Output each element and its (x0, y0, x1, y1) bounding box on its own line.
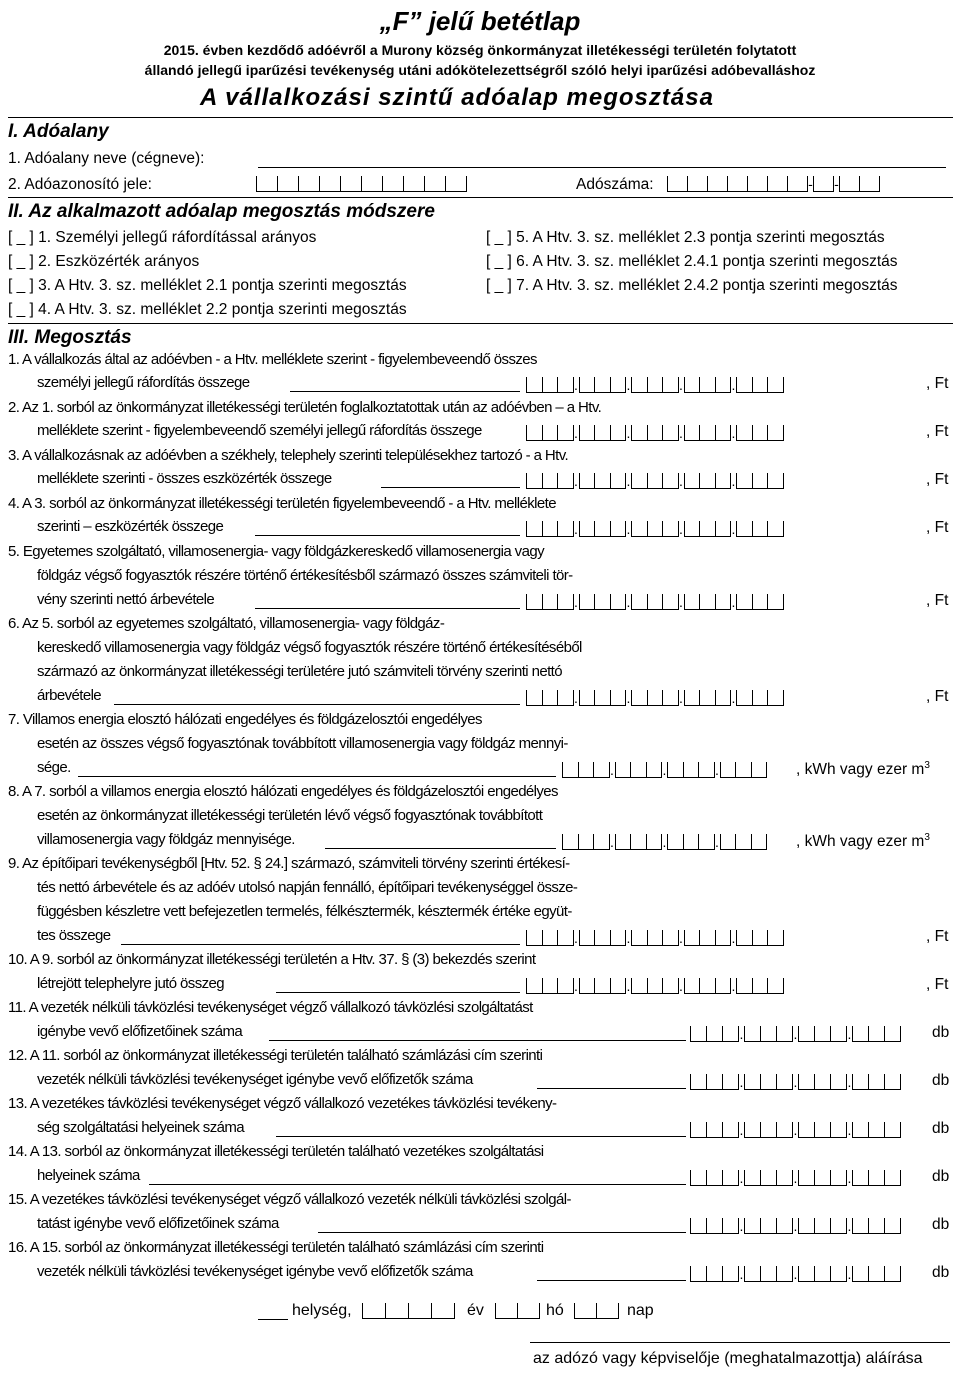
name-label: 1. Adóalany neve (cégneve): (8, 150, 205, 167)
item-1-text: személyi jellegű ráfordítás összege (37, 374, 250, 391)
item-6-text: származó az önkormányzat illetékességi területére jutó számviteli törvény szerinti nettó (37, 663, 562, 680)
method-option-7[interactable]: [ _ ] 7. A Htv. 3. sz. melléklet 2.4.2 pontja szerinti megosztás (486, 277, 898, 294)
item-14-unit-db: db (932, 1168, 950, 1185)
item-15-amount-field[interactable]: . . . (690, 1216, 901, 1234)
item-6-text: árbevétele (37, 687, 102, 704)
item-3-text: melléklete szerinti - összes eszközérték összege (37, 470, 332, 487)
item-2-text: melléklete szerint - figyelembeveendő személyi jellegű ráfordítás összege (37, 422, 482, 439)
item-9-text: tes összege (37, 927, 111, 944)
item-13-text: 13. A vezetékes távközlési tevékenységet végző vállalkozó vezetékes távközlési tevékeny- (8, 1095, 557, 1112)
item-7-text: 7. Villamos energia elosztó hálózati engedélyes és földgázelosztói engedélyes (8, 711, 482, 728)
tax-number-field[interactable]: - - (667, 174, 880, 192)
item-12-text: 12. A 11. sorból az önkormányzat illetékességi területén található számlázási cím szerinti (8, 1047, 543, 1064)
month-field[interactable] (495, 1301, 540, 1319)
item-15-leader-line (318, 1232, 686, 1233)
item-16-text: vezeték nélküli távközlési tevékenységet igénybe vevő előfizetők száma (37, 1263, 473, 1280)
item-9-amount-field[interactable]: . . . . (526, 928, 784, 946)
section-1-title: I. Adóalany (8, 121, 109, 142)
item-3-text: 3. A vállalkozásnak az adóévben a székhely, telephely szerinti településekhez tartozó - a Htv. (8, 447, 569, 464)
item-1-amount-field[interactable]: . . . . (526, 375, 784, 393)
unit-kwh-text: , kWh vagy ezer m (796, 833, 925, 851)
item-11-text: igénybe vevő előfizetőinek száma (37, 1023, 243, 1040)
item-14-leader-line (149, 1184, 686, 1185)
item-9-text: függésben készletre vett befejezetlen termelés, félkésztermék, késztermék értéke együt- (37, 903, 572, 920)
item-1-text: 1. A vállalkozás által az adóévben - a Htv. melléklete szerint - figyelembeveendő összes (8, 351, 537, 368)
item-6-text: 6. Az 5. sorból az egyetemes szolgáltató, villamosenergia- vagy földgáz- (8, 615, 445, 632)
item-2-amount-field[interactable]: . . . . (526, 423, 784, 441)
form-title: „F” jelű betétlap (379, 6, 581, 36)
item-10-text: 10. A 9. sorból az önkormányzat illetékességi területén a Htv. 37. § (3) bekezdés szerint (8, 951, 536, 968)
item-7-leader-line (78, 776, 556, 777)
method-option-3[interactable]: [ _ ] 3. A Htv. 3. sz. melléklet 2.1 pontja szerinti megosztás (8, 277, 407, 294)
item-16-amount-field[interactable]: . . . (690, 1264, 901, 1282)
item-6-leader-line (114, 704, 521, 705)
item-9-text: tés nettó árbevétele és az adóév utolsó napján fennálló, építőipari tevékenységgel össze- (37, 879, 578, 896)
item-9-leader-line (121, 944, 520, 945)
item-5-unit-ft: , Ft (926, 592, 949, 609)
method-option-5[interactable]: [ _ ] 5. A Htv. 3. sz. melléklet 2.3 pontja szerinti megosztás (486, 229, 885, 246)
divider (8, 117, 953, 118)
item-1-leader-line (290, 391, 520, 392)
item-4-text: szerinti – eszközérték összege (37, 518, 224, 535)
item-5-text: vény szerinti nettó árbevétele (37, 591, 215, 608)
year-field[interactable] (362, 1301, 455, 1319)
item-10-text: létrejött telephelyre jutó összeg (37, 975, 224, 992)
item-5-text: 5. Egyetemes szolgáltató, villamosenergia- vagy földgázkereskedő villamosenergia vagy (8, 543, 544, 560)
item-10-leader-line (276, 992, 520, 993)
item-5-text: földgáz végső fogyasztók részére történő értékesítésből származó összes számviteli tör- (37, 567, 573, 584)
item-1-unit-ft: , Ft (926, 375, 949, 392)
divider (8, 197, 953, 198)
item-14-text: helyeinek száma (37, 1167, 140, 1184)
item-6-unit-ft: , Ft (926, 688, 949, 705)
item-2-unit-ft: , Ft (926, 423, 949, 440)
item-13-amount-field[interactable]: . . . (690, 1120, 901, 1138)
item-7-text: sége. (37, 759, 71, 776)
tax-id-label: 2. Adóazonosító jele: (8, 176, 152, 193)
item-10-amount-field[interactable]: . . . . (526, 976, 784, 994)
item-2-text: 2. Az 1. sorból az önkormányzat illetékességi területén foglalkoztatottak után az adóévben – a Htv. (8, 399, 602, 416)
item-8-unit-kwh (796, 832, 930, 851)
day-field[interactable] (574, 1301, 619, 1319)
item-15-text: 15. A vezetékes távközlési tevékenységet végző vállalkozó vezeték nélküli távközlési szolgál- (8, 1191, 571, 1208)
item-10-unit-ft: , Ft (926, 976, 949, 993)
item-5-leader-line (255, 608, 521, 609)
form-subtitle-line2: állandó jellegű iparűzési tevékenység utáni adókötelezettségről szóló helyi iparűzési adóbevalláshoz (144, 62, 816, 78)
item-12-amount-field[interactable]: . . . (690, 1072, 901, 1090)
item-8-text: esetén az önkormányzat illetékességi területén lévő végső fogyasztónak továbbított (37, 807, 543, 824)
item-12-unit-db: db (932, 1072, 950, 1089)
divider (8, 323, 953, 324)
method-option-4[interactable]: [ _ ] 4. A Htv. 3. sz. melléklet 2.2 pontja szerinti megosztás (8, 301, 407, 318)
tax-id-field[interactable] (256, 174, 467, 192)
item-12-text: vezeték nélküli távközlési tevékenységet igénybe vevő előfizetők száma (37, 1071, 473, 1088)
item-16-leader-line (537, 1280, 687, 1281)
day-label: nap (627, 1302, 654, 1319)
tax-number-label: Adószáma: (576, 176, 654, 193)
item-4-text: 4. A 3. sorból az önkormányzat illetékességi területén figyelembeveendő - a Htv. melléklete (8, 495, 556, 512)
item-11-unit-db: db (932, 1024, 950, 1041)
item-14-amount-field[interactable]: . . . (690, 1168, 901, 1186)
item-13-leader-line (276, 1136, 686, 1137)
method-option-1[interactable]: [ _ ] 1. Személyi jellegű ráfordítással arányos (8, 229, 317, 246)
item-15-unit-db: db (932, 1216, 950, 1233)
item-6-text: kereskedő villamosenergia vagy földgáz végső fogyasztók részére történő értékesítéséből (37, 639, 582, 656)
item-12-leader-line (537, 1088, 687, 1089)
item-8-text: villamosenergia vagy földgáz mennyisége. (37, 831, 295, 848)
item-8-amount-field[interactable]: . . . (562, 832, 767, 850)
item-8-leader-line (325, 848, 556, 849)
item-16-text: 16. A 15. sorból az önkormányzat illetékességi területén található számlázási cím szerinti (8, 1239, 544, 1256)
section-2-title: II. Az alkalmazott adóalap megosztás módszere (8, 201, 435, 222)
unit-superscript: 3 (924, 832, 930, 843)
item-7-text: esetén az összes végső fogyasztónak továbbított villamosenergia vagy földgáz mennyi- (37, 735, 568, 752)
item-9-unit-ft: , Ft (926, 928, 949, 945)
item-4-leader-line (255, 535, 521, 536)
item-5-amount-field[interactable]: . . . . (526, 592, 784, 610)
item-13-unit-db: db (932, 1120, 950, 1137)
year-label: év (467, 1302, 484, 1319)
item-11-amount-field[interactable]: . . . (690, 1024, 901, 1042)
method-option-6[interactable]: [ _ ] 6. A Htv. 3. sz. melléklet 2.4.1 pontja szerinti megosztás (486, 253, 898, 270)
item-7-amount-field[interactable]: . . . (562, 760, 767, 778)
form-subtitle-line1: 2015. évben kezdődő adóévről a Murony község önkormányzat illetékességi területén folytatott (163, 42, 797, 58)
item-7-unit-kwh (796, 760, 930, 779)
signature-line[interactable] (530, 1342, 950, 1343)
item-3-amount-field[interactable]: . . . . (526, 471, 784, 489)
month-label: hó (546, 1302, 564, 1319)
item-8-text: 8. A 7. sorból a villamos energia elosztó hálózati engedélyes és földgázelosztói engedélyes (8, 783, 558, 800)
method-option-2[interactable]: [ _ ] 2. Eszközérték arányos (8, 253, 200, 270)
form-heading: A vállalkozási szintű adóalap megosztása (200, 84, 714, 111)
place-field[interactable] (258, 1319, 288, 1320)
section-3-title: III. Megosztás (8, 327, 132, 348)
item-13-text: ség szolgáltatási helyeinek száma (37, 1119, 244, 1136)
item-11-text: 11. A vezeték nélküli távközlési tevékenységet végző vállalkozó távközlési szolgáltatást (8, 999, 533, 1016)
item-3-leader-line (381, 487, 520, 488)
item-6-amount-field[interactable]: . . . . (526, 688, 784, 706)
item-3-unit-ft: , Ft (926, 471, 949, 488)
item-15-text: tatást igénybe vevő előfizetőinek száma (37, 1215, 279, 1232)
item-14-text: 14. A 13. sorból az önkormányzat illetékességi területén található vezetékes szolgáltatási (8, 1143, 544, 1160)
unit-kwh-text: , kWh vagy ezer m (796, 761, 925, 779)
place-label: helység, (292, 1302, 352, 1319)
name-field[interactable] (258, 167, 946, 168)
item-9-text: 9. Az építőipari tevékenységből [Htv. 52. § 24.] származó, számviteli törvény szerinti értékesí- (8, 855, 570, 872)
signature-label: az adózó vagy képviselője (meghatalmazottja) aláírása (533, 1350, 923, 1367)
item-4-unit-ft: , Ft (926, 519, 949, 536)
item-16-unit-db: db (932, 1264, 950, 1281)
item-4-amount-field[interactable]: . . . . (526, 519, 784, 537)
item-11-leader-line (269, 1040, 686, 1041)
unit-superscript: 3 (924, 760, 930, 771)
